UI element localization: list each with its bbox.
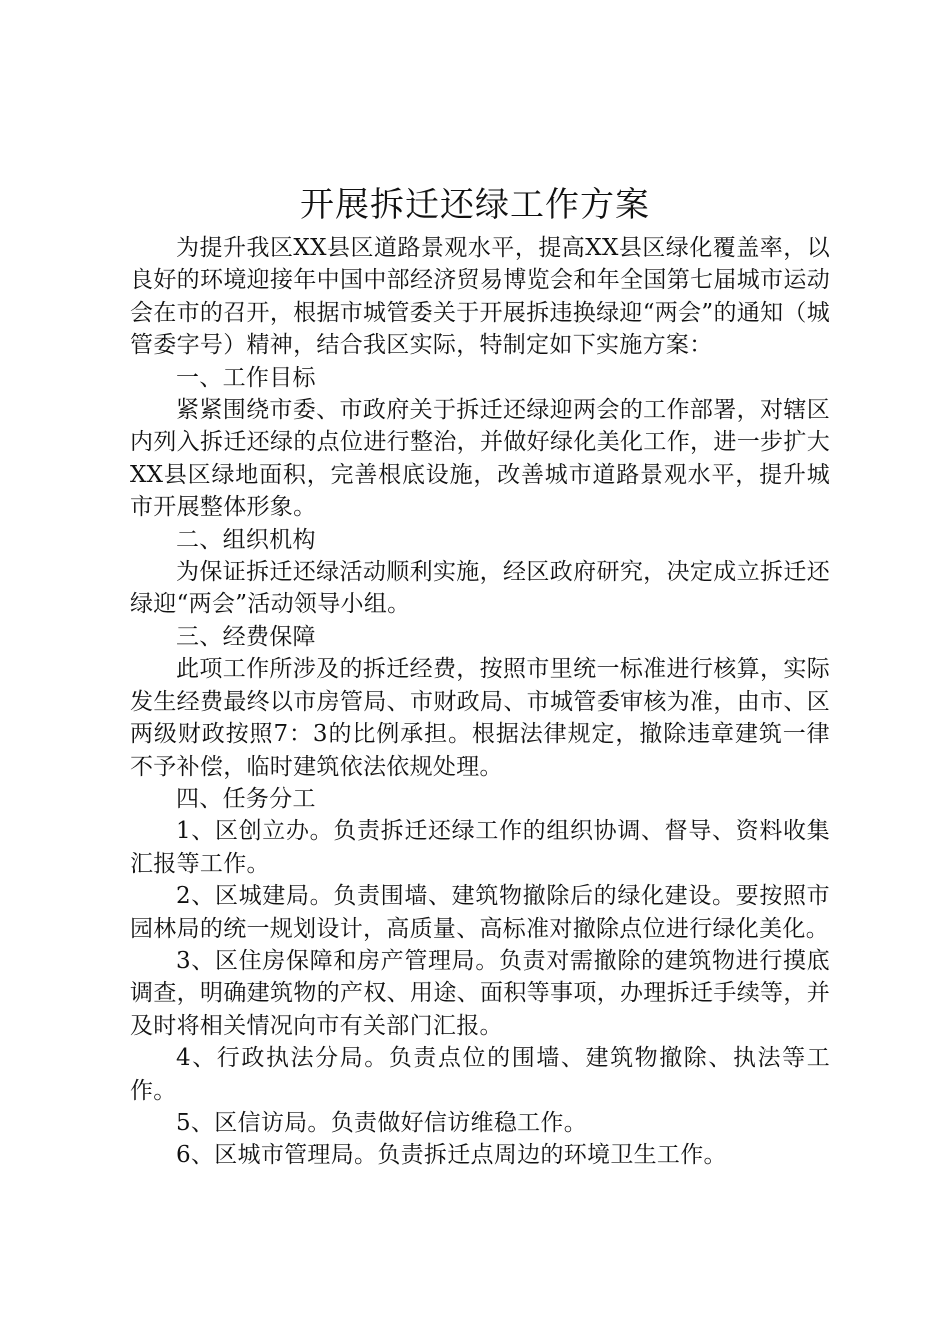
funding-paragraph: 此项工作所涉及的拆迁经费，按照市里统一标准进行核算，实际发生经费最终以市房管局、市财政局、市城管委审核为准，由市、区两级财政按照7：3的比例承担。根据法律规定，撤除违章建筑一律不予补偿，临时建筑依法依规处理。 xyxy=(130,656,830,780)
section-heading-funding: 三、经费保障 xyxy=(176,623,316,650)
task-item: 1、区创立办。负责拆迁还绿工作的组织协调、督导、资料收集汇报等工作。 xyxy=(130,818,830,877)
section-heading-tasks: 四、任务分工 xyxy=(176,785,316,812)
document-title: 开展拆迁还绿工作方案 xyxy=(300,185,650,225)
task-item: 2、区城建局。负责围墙、建筑物撤除后的绿化建设。要按照市园林局的统一规划设计，高质量、高标准对撤除点位进行绿化美化。 xyxy=(130,883,830,942)
section-heading-goals: 一、工作目标 xyxy=(176,364,316,391)
task-item: 3、区住房保障和房产管理局。负责对需撤除的建筑物进行摸底调查，明确建筑物的产权、用途、面积等事项，办理拆迁手续等，并及时将相关情况向市有关部门汇报。 xyxy=(130,947,830,1039)
task-item: 5、区信访局。负责做好信访维稳工作。 xyxy=(176,1109,588,1136)
section-heading-organization: 二、组织机构 xyxy=(176,526,316,553)
document-body xyxy=(130,232,830,1172)
goals-paragraph: 紧紧围绕市委、市政府关于拆迁还绿迎两会的工作部署，对辖区内列入拆迁还绿的点位进行整治，并做好绿化美化工作，进一步扩大XX县区绿地面积，完善根底设施，改善城市道路景观水平，提升城市开展整体形象。 xyxy=(130,397,830,521)
task-item: 4、行政执法分局。负责点位的围墙、建筑物撤除、执法等工作。 xyxy=(130,1045,830,1104)
organization-paragraph: 为保证拆迁还绿活动顺利实施，经区政府研究，决定成立拆迁还绿迎“两会”活动领导小组。 xyxy=(130,559,830,618)
intro-paragraph: 为提升我区XX县区道路景观水平，提高XX县区绿化覆盖率，以良好的环境迎接年中国中部经济贸易博览会和年全国第七届城市运动会在市的召开，根据市城管委关于开展拆违换绿迎“两会”的通知（城管委字号）精神，结合我区实际，特制定如下实施方案： xyxy=(130,235,830,359)
task-item: 6、区城市管理局。负责拆迁点周边的环境卫生工作。 xyxy=(176,1142,727,1169)
